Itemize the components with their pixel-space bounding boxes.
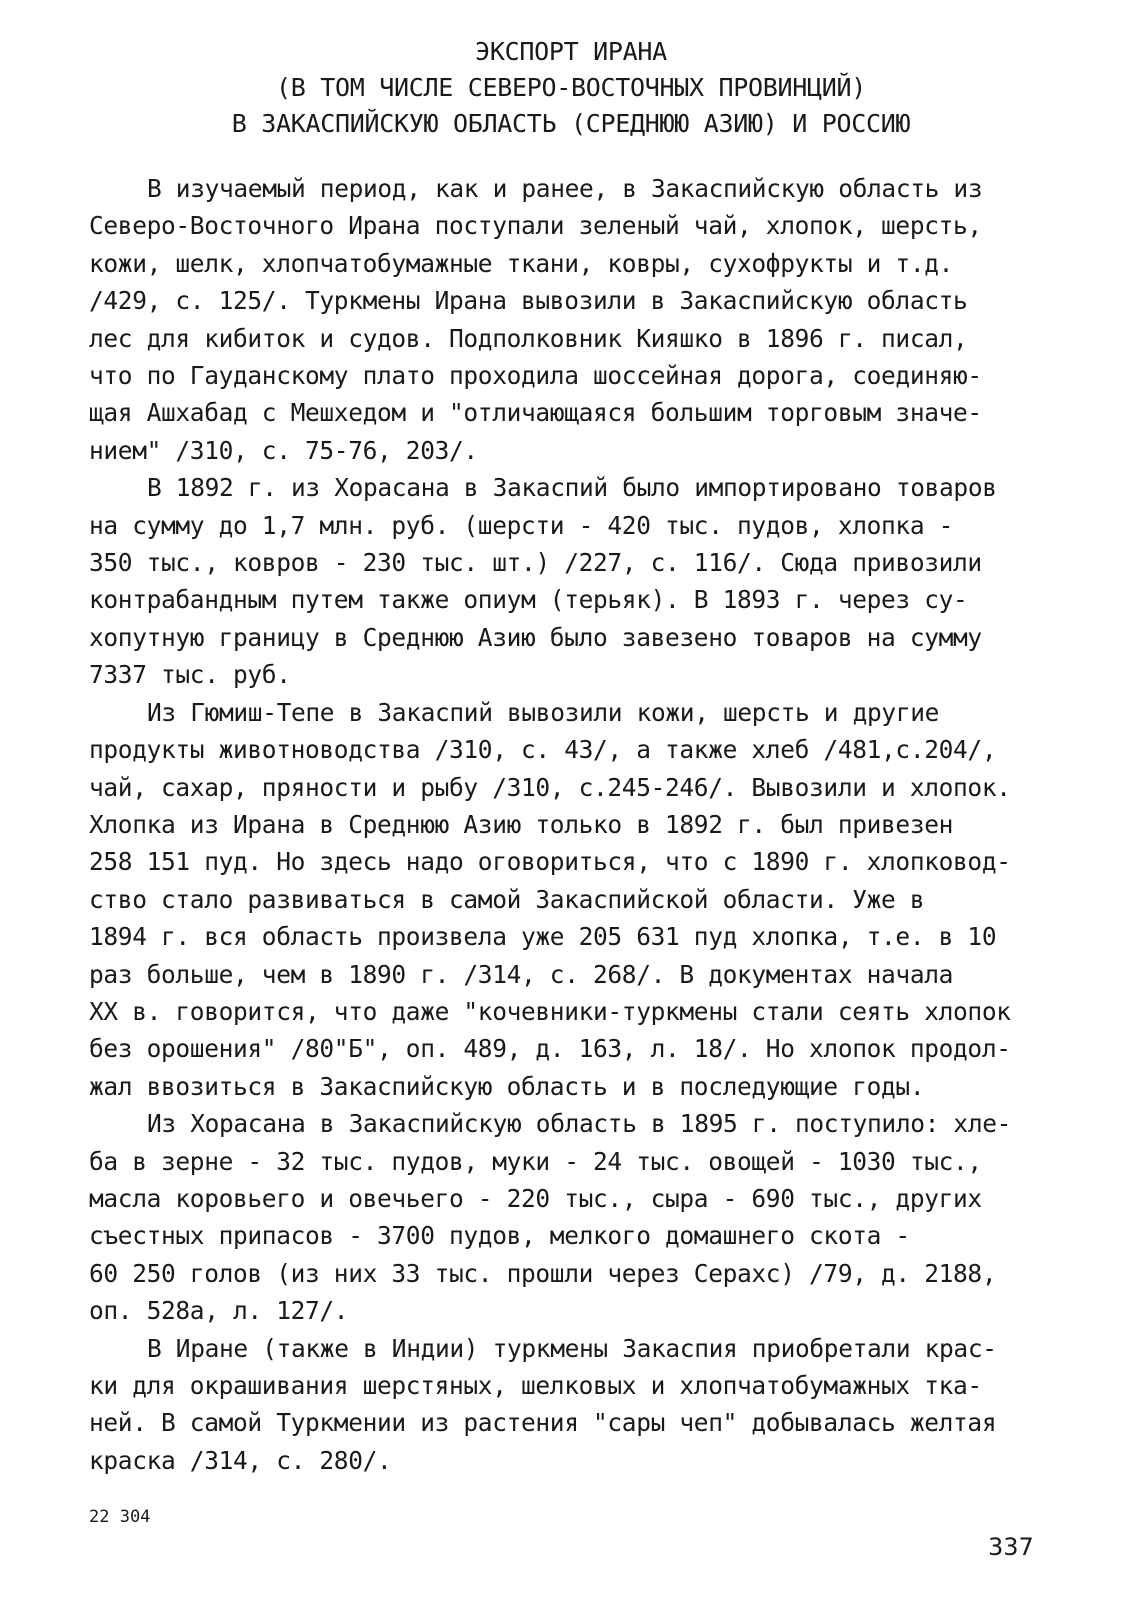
body-text xyxy=(89,170,1069,1479)
paragraph-4 xyxy=(89,1105,1069,1329)
signature-code: 22 304 xyxy=(89,1507,151,1527)
text-line: В 1892 г. из Хорасана в Закаспий было импортировано товаров xyxy=(147,473,997,503)
text-line: 350 тыс., ковров - 230 тыс. шт.) /227, с. 116/. Сюда привозили xyxy=(89,548,982,578)
paragraph-5 xyxy=(89,1330,1069,1480)
page-number: 337 xyxy=(988,1533,1034,1561)
text-line: съестных припасов - 3700 пудов, мелкого домашнего скота - xyxy=(89,1221,910,1251)
text-line: 1894 г. вся область произвела уже 205 631 пуд хлопка, т.е. в 10 xyxy=(89,922,997,952)
text-line: чай, сахар, пряности и рыбу /310, с.245-246/. Вывозили и хлопок. xyxy=(89,772,1011,802)
text-line: на сумму до 1,7 млн. руб. (шерсти - 420 тыс. пудов, хлопка - xyxy=(89,510,954,540)
text-line: Из Гюмиш-Тепе в Закаспий вывозили кожи, шерсть и другие xyxy=(147,697,940,727)
text-line: В изучаемый период, как и ранее, в Закаспийскую область из xyxy=(147,174,983,203)
text-line: XX в. говорится, что даже "кочевники-туркмены стали сеять хлопок xyxy=(89,996,1011,1026)
text-line: краска /314, с. 280/. xyxy=(89,1445,392,1475)
paragraph-2 xyxy=(89,469,1069,693)
text-line: продукты животноводства /310, с. 43/, а также хлеб /481,с.204/, xyxy=(89,735,997,765)
text-line: что по Гауданскому плато проходила шоссейная дорога, соединяю- xyxy=(89,361,982,391)
text-line: В Иране (также в Индии) туркмены Закаспия приобретали крас- xyxy=(147,1333,997,1363)
text-line: ба в зерне - 32 тыс. пудов, муки - 24 тыс. овощей - 1030 тыс., xyxy=(89,1146,982,1176)
text-line: 7337 тыс. руб. xyxy=(89,660,291,690)
text-line: раз больше, чем в 1890 г. /314, с. 268/. В документах начала xyxy=(89,959,954,989)
text-line: жал ввозиться в Закаспийскую область и в последующие годы. xyxy=(89,1071,925,1101)
text-line: масла коровьего и овечьего - 220 тыс., сыра - 690 тыс., других xyxy=(89,1183,982,1213)
section-heading xyxy=(60,34,1082,142)
text-line: контрабандным путем также опиум (терьяк). В 1893 г. через су- xyxy=(89,585,968,615)
text-line: щая Ашхабад с Мешхедом и "отличающаяся большим торговым значе- xyxy=(89,398,982,428)
text-line: ство стало развиваться в самой Закаспийской области. Уже в xyxy=(89,884,925,914)
text-line: кожи, шелк, хлопчатобумажные ткани, ковры, сухофрукты и т.д. xyxy=(89,248,954,278)
paragraph-3 xyxy=(89,694,1069,1105)
paragraph-1 xyxy=(89,170,1069,469)
heading-line-1: ЭКСПОРТ ИРАНА xyxy=(475,37,667,66)
text-line: 60 250 голов (из них 33 тыс. прошли через Серахс) /79, д. 2188, xyxy=(89,1258,997,1288)
text-line: оп. 528а, л. 127/. xyxy=(89,1296,349,1326)
text-line: лес для кибиток и судов. Подполковник Кияшко в 1896 г. писал, xyxy=(89,323,968,353)
text-line: Северо-Восточного Ирана поступали зеленый чай, хлопок, шерсть, xyxy=(89,211,982,241)
heading-line-3: В ЗАКАСПИЙСКУЮ ОБЛАСТЬ (СРЕДНЮЮ АЗИЮ) И РОССИЮ xyxy=(231,109,911,138)
text-line: Из Хорасана в Закаспийскую область в 1895 г. поступило: хле- xyxy=(147,1109,1012,1139)
text-line: 258 151 пуд. Но здесь надо оговориться, что с 1890 г. хлопковод- xyxy=(89,847,1011,877)
text-line: нием" /310, с. 75-76, 203/. xyxy=(89,435,478,465)
heading-line-2: (В ТОМ ЧИСЛЕ СЕВЕРО-ВОСТОЧНЫХ ПРОВИНЦИЙ) xyxy=(275,73,867,102)
text-line: ки для окрашивания шерстяных, шелковых и хлопчатобумажных тка- xyxy=(89,1371,982,1400)
text-line: ней. В самой Туркмении из растения "сары чеп" добывалась желтая xyxy=(89,1408,997,1438)
text-line: хопутную границу в Среднюю Азию было завезено товаров на сумму xyxy=(89,622,982,652)
text-line: /429, с. 125/. Туркмены Ирана вывозили в Закаспийскую область xyxy=(89,286,968,316)
text-line: Хлопка из Ирана в Среднюю Азию только в 1892 г. был привезен xyxy=(89,809,954,839)
text-line: без орошения" /80"Б", оп. 489, д. 163, л. 18/. Но хлопок продол- xyxy=(89,1034,1011,1064)
